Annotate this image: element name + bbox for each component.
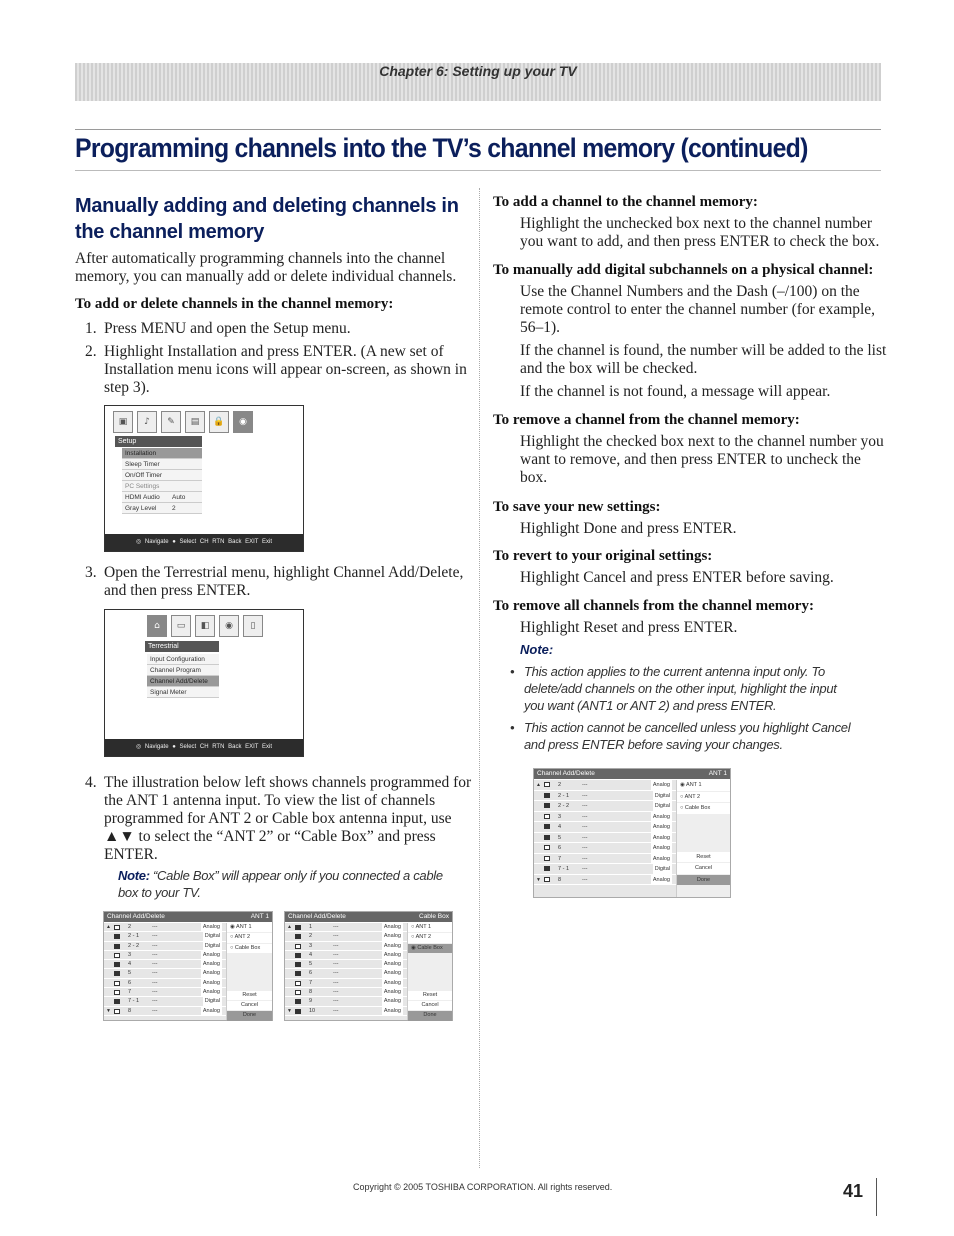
info-icon: ▯ — [243, 615, 263, 637]
channel-checkbox[interactable] — [544, 814, 550, 819]
menu-item: On/Off Timer — [122, 470, 202, 481]
channel-type: Analog — [382, 979, 403, 988]
input-label: ANT 1 — [250, 913, 269, 920]
channel-number: 2 - 2 — [128, 942, 140, 949]
channel-type: Analog — [651, 780, 672, 791]
instruction-heading: To save your new settings: — [493, 499, 661, 515]
channel-name: --- — [152, 942, 158, 949]
table-row[interactable] — [534, 801, 676, 812]
table-row[interactable] — [285, 997, 407, 1006]
table-row[interactable] — [104, 960, 226, 969]
channel-name: --- — [333, 970, 339, 977]
section-heading: Manually adding and deleting channels in the channel memory — [75, 195, 459, 243]
channel-number: 4 — [309, 951, 313, 958]
menu-header: Setup — [115, 436, 202, 447]
input-option[interactable]: ○ Cable Box — [677, 803, 730, 814]
table-row[interactable] — [104, 988, 226, 997]
channel-number: 2 — [128, 924, 132, 930]
channel-type: Digital — [653, 801, 672, 812]
instruction-section — [493, 498, 737, 538]
table-row[interactable] — [534, 791, 676, 802]
scroll-up-icon[interactable]: ▲ — [106, 924, 111, 930]
scroll-down-icon[interactable]: ▼ — [106, 1007, 111, 1014]
note-bullet — [510, 719, 850, 753]
step-text: ENTER. — [104, 846, 158, 863]
reset-button[interactable]: Reset — [408, 991, 452, 1000]
channel-name: --- — [152, 989, 158, 996]
channel-number: 2 — [309, 933, 313, 940]
channel-number: 2 - 2 — [558, 803, 570, 809]
channel-type: Digital — [203, 997, 222, 1006]
channel-name: --- — [333, 961, 339, 968]
channel-type: Analog — [382, 923, 403, 932]
channel-checkbox[interactable] — [295, 971, 301, 976]
done-button[interactable]: Done — [408, 1011, 452, 1020]
scroll-up-icon[interactable]: ▲ — [287, 924, 292, 930]
input-icon: ◧ — [195, 615, 215, 637]
table-header — [104, 912, 272, 922]
step-text: and then press ENTER. — [104, 582, 251, 599]
remote-navbar: ◎ Navigate ● Select CH RTN Back EXIT Exit — [105, 739, 303, 756]
scroll-up-icon[interactable]: ▲ — [536, 782, 541, 788]
channel-name: --- — [152, 998, 158, 1005]
channel-type: Digital — [203, 942, 222, 951]
channel-checkbox[interactable] — [295, 934, 301, 939]
channel-name: --- — [333, 1007, 339, 1014]
menu-item: Gray Level 2 — [122, 503, 202, 514]
channel-type: Analog — [382, 951, 403, 960]
channel-checkbox[interactable] — [544, 835, 550, 840]
table-row[interactable] — [534, 864, 676, 875]
steps-subheading: To add or delete channels in the channel memory: — [75, 296, 394, 312]
instruction-section — [493, 193, 879, 251]
channel-table-cable-box — [284, 911, 453, 1021]
channel-name: --- — [582, 855, 588, 862]
channel-checkbox[interactable] — [295, 990, 301, 995]
channel-number: 8 — [309, 989, 313, 996]
input-label: ANT 1 — [708, 770, 727, 777]
cancel-button[interactable]: Cancel — [227, 1001, 272, 1010]
instruction-text: If the channel is found, the number will be added to the list and the box will be checked. — [520, 342, 887, 377]
channel-name: --- — [333, 933, 339, 940]
menu-item: Channel Add/Delete — [147, 676, 219, 687]
channel-type: Analog — [651, 875, 672, 886]
note-text: This action applies to the current antenna input only. To delete/add channels on the other input, highlight the input you want (ANT1 or ANT 2) and press ENTER. — [524, 664, 837, 713]
table-title: Channel Add/Delete — [537, 770, 595, 777]
input-option[interactable]: ◉ ANT 1 — [227, 923, 272, 932]
input-option[interactable]: ◉ ANT 1 — [677, 780, 730, 791]
channel-checkbox[interactable] — [114, 999, 120, 1004]
channel-name: --- — [582, 834, 588, 841]
channel-checkbox[interactable] — [295, 925, 301, 930]
select-icon: ● — [172, 539, 176, 545]
bullet-icon: • — [510, 720, 515, 735]
channel-table-ant1 — [103, 911, 273, 1021]
step-text: Open the Terrestrial menu, highlight Channel Add/Delete, — [104, 564, 464, 581]
channel-number: 5 — [128, 970, 132, 977]
menu-item: HDMI Audio Auto — [122, 492, 202, 503]
table-row[interactable] — [285, 942, 407, 951]
channel-number: 7 — [558, 855, 562, 862]
lock-icon: 🔒 — [209, 411, 229, 433]
picture-icon: ▣ — [113, 411, 133, 433]
channel-name: --- — [152, 924, 158, 930]
input-option[interactable]: ○ Cable Box — [227, 944, 272, 953]
channel-type: Digital — [653, 791, 672, 802]
table-row[interactable] — [285, 969, 407, 978]
channel-name: --- — [582, 782, 588, 788]
done-button[interactable]: Done — [677, 875, 730, 886]
radio-icon[interactable]: ○ — [680, 793, 684, 800]
table-row[interactable] — [104, 951, 226, 960]
menu-item: Channel Program — [147, 665, 219, 676]
channel-checkbox[interactable] — [544, 866, 550, 871]
channel-checkbox[interactable] — [295, 962, 301, 967]
table-row[interactable] — [285, 923, 407, 932]
channel-number: 2 — [558, 782, 562, 788]
step-note: box to your TV. — [118, 885, 201, 900]
channel-number: 7 — [128, 989, 132, 996]
channel-number: 3 — [309, 942, 313, 949]
instruction-heading: To revert to your original settings: — [493, 548, 713, 564]
column-divider — [479, 188, 480, 1168]
step-number: 4. — [85, 774, 97, 791]
channel-number: 6 — [309, 970, 313, 977]
channel-checkbox[interactable] — [114, 971, 120, 976]
channel-type: Analog — [382, 932, 403, 941]
channel-name: --- — [333, 924, 339, 930]
terrestrial-menu-screenshot — [104, 609, 304, 757]
instruction-text: If the channel is not found, a message will appear. — [520, 383, 831, 400]
channel-number: 3 — [128, 951, 132, 958]
menu-item: Input Configuration — [147, 654, 219, 665]
intro-paragraph: After automatically programming channels into the channel memory, you can manually add or delete individual channels. — [75, 250, 457, 285]
channel-checkbox[interactable] — [114, 934, 120, 939]
radio-icon[interactable]: ○ — [680, 805, 684, 811]
page-title: Programming channels into the TV’s channel memory (continued) — [75, 133, 808, 163]
copyright: Copyright © 2005 TOSHIBA CORPORATION. All rights reserved. — [353, 1182, 613, 1192]
instruction-text: Highlight the checked box next to the channel number you want to remove, and then press ENTER to uncheck the box. — [520, 433, 884, 486]
page-number-rule — [876, 1178, 877, 1216]
instruction-text: Highlight the unchecked box next to the channel number you want to add, and then press ENTER to check the box. — [520, 215, 880, 250]
table-row[interactable] — [534, 875, 676, 886]
channel-type: Digital — [653, 864, 672, 875]
channel-type: Analog — [382, 969, 403, 978]
channel-number: 5 — [309, 961, 313, 968]
table-row[interactable] — [285, 979, 407, 988]
scroll-down-icon[interactable]: ▼ — [536, 876, 541, 883]
panel-spacer — [227, 954, 272, 991]
table-row[interactable] — [285, 988, 407, 997]
menu-item: Signal Meter — [147, 687, 219, 698]
done-button[interactable]: Done — [227, 1011, 272, 1020]
instruction-heading: To remove a channel from the channel memory: — [493, 412, 800, 428]
scroll-down-icon[interactable]: ▼ — [287, 1007, 292, 1014]
input-panel — [226, 923, 272, 1020]
channel-checkbox[interactable] — [544, 793, 550, 798]
cancel-button[interactable]: Cancel — [677, 863, 730, 874]
input-option[interactable]: ○ ANT 1 — [408, 923, 452, 932]
channel-name: --- — [333, 942, 339, 949]
channel-name: --- — [333, 989, 339, 996]
channel-type: Analog — [651, 854, 672, 865]
terrestrial-icon: ⌂ — [147, 615, 167, 637]
table-row[interactable] — [285, 960, 407, 969]
step-text: ▲▼ to select the “ANT 2” or “Cable Box” and press — [104, 828, 436, 845]
channel-type: Analog — [651, 822, 672, 833]
table-title: Channel Add/Delete — [288, 913, 346, 920]
page-number: 41 — [843, 1181, 864, 1201]
channel-checkbox[interactable] — [295, 999, 301, 1004]
channel-checkbox[interactable] — [295, 1009, 301, 1014]
channel-number: 7 - 1 — [128, 998, 140, 1005]
step-text: The illustration below left shows channels programmed for — [104, 774, 472, 791]
input-option[interactable]: ○ ANT 2 — [677, 792, 730, 803]
menu-header: Terrestrial — [145, 641, 219, 652]
instruction-text: Highlight Reset and press ENTER. — [520, 619, 738, 636]
channel-checkbox[interactable] — [114, 925, 120, 930]
channel-checkbox[interactable] — [295, 944, 301, 949]
input-label: Cable Box — [419, 913, 449, 920]
instruction-section — [493, 261, 886, 401]
table-row[interactable] — [534, 843, 676, 854]
channel-type: Analog — [201, 951, 222, 960]
channel-number: 5 — [558, 834, 562, 841]
menu-item: Sleep Timer — [122, 459, 202, 470]
channel-checkbox[interactable] — [114, 944, 120, 949]
input-option[interactable]: ○ ANT 2 — [408, 933, 452, 942]
channel-type: Digital — [203, 932, 222, 941]
cancel-button[interactable]: Cancel — [408, 1001, 452, 1010]
instruction-section — [493, 597, 814, 637]
channel-type: Analog — [201, 1007, 222, 1016]
channel-number: 6 — [128, 979, 132, 986]
channel-name: --- — [582, 845, 588, 851]
channel-name: --- — [152, 961, 158, 968]
channel-name: --- — [152, 933, 158, 940]
channel-type: Analog — [201, 969, 222, 978]
channel-type: Analog — [651, 812, 672, 823]
channel-checkbox[interactable] — [114, 953, 120, 958]
table-row[interactable] — [285, 1007, 407, 1016]
channel-name: --- — [582, 792, 588, 799]
table-row[interactable] — [104, 923, 226, 932]
channel-number: 7 — [309, 979, 313, 986]
channel-number: 1 — [309, 924, 313, 930]
table-row[interactable] — [534, 854, 676, 865]
applications-icon: ◉ — [233, 411, 253, 433]
channel-number: 4 — [128, 961, 132, 968]
channel-checkbox[interactable] — [114, 990, 120, 995]
instruction-section — [493, 411, 884, 487]
step-note: Note: “Cable Box” will appear only if you connected a cable — [118, 868, 443, 883]
channel-type: Analog — [651, 843, 672, 854]
channel-number: 8 — [128, 1007, 132, 1014]
table-row[interactable] — [104, 997, 226, 1006]
table-header — [534, 769, 730, 779]
table-row[interactable] — [285, 951, 407, 960]
table-row[interactable] — [534, 833, 676, 844]
step-text: programmed for ANT 2 or Cable box antenna input, use — [104, 810, 452, 827]
channel-checkbox[interactable] — [544, 856, 550, 861]
radio-icon[interactable]: ◉ — [411, 944, 416, 951]
instruction-heading: To manually add digital subchannels on a physical channel: — [493, 262, 874, 278]
channel-checkbox[interactable] — [114, 981, 120, 986]
title-bottom-rule — [75, 170, 881, 171]
table-header — [285, 912, 452, 922]
channel-type: Analog — [382, 997, 403, 1006]
reset-button[interactable]: Reset — [677, 852, 730, 863]
setup-menu-screenshot — [104, 405, 304, 552]
channel-type: Analog — [201, 979, 222, 988]
channel-name: --- — [333, 979, 339, 986]
channel-name: --- — [582, 803, 588, 809]
input-option[interactable]: ○ ANT 2 — [227, 933, 272, 942]
menu-icon-row — [113, 411, 253, 433]
channel-type: Analog — [201, 960, 222, 969]
table-row[interactable] — [285, 932, 407, 941]
chapter-banner: Chapter 6: Setting up your TV — [75, 63, 881, 101]
menu-item: PC Settings — [122, 481, 202, 492]
instruction-heading: To remove all channels from the channel memory: — [493, 598, 814, 614]
channel-checkbox[interactable] — [544, 803, 550, 808]
channel-name: --- — [152, 1007, 158, 1014]
reset-button[interactable]: Reset — [227, 991, 272, 1000]
step-text: the ANT 1 antenna input. To view the list of channels — [104, 792, 436, 809]
audio-icon: ♪ — [137, 411, 157, 433]
channel-number: 8 — [558, 876, 562, 883]
instruction-text: Highlight Cancel and press ENTER before saving. — [520, 569, 834, 586]
table-row[interactable] — [104, 932, 226, 941]
channel-checkbox[interactable] — [544, 845, 550, 850]
table-row[interactable] — [534, 780, 676, 791]
table-row[interactable] — [534, 812, 676, 823]
installation-icon-row — [147, 615, 263, 637]
channel-number: 4 — [558, 824, 562, 830]
table-row[interactable] — [104, 969, 226, 978]
panel-spacer — [677, 815, 730, 852]
channel-table-ant1-large — [533, 768, 731, 898]
panel-spacer — [408, 954, 452, 991]
input-panel — [407, 923, 452, 1020]
input-option[interactable]: ◉ Cable Box — [408, 944, 452, 953]
channel-number: 10 — [309, 1007, 316, 1014]
step-text: step 3). — [104, 379, 150, 396]
table-row[interactable] — [104, 942, 226, 951]
channel-name: --- — [152, 951, 158, 958]
radio-icon[interactable]: ◉ — [230, 924, 235, 930]
channel-name: --- — [582, 866, 588, 872]
channel-number: 2 - 1 — [558, 792, 570, 799]
channel-name: --- — [582, 876, 588, 883]
preference-icon: ✎ — [161, 411, 181, 433]
channel-type: Analog — [382, 942, 403, 951]
channel-checkbox[interactable] — [295, 953, 301, 958]
step-number: 1. — [85, 320, 97, 337]
channel-number: 6 — [558, 845, 562, 851]
step-number: 2. — [85, 343, 97, 360]
channel-name: --- — [333, 951, 339, 958]
channel-number: 7 - 1 — [558, 866, 570, 872]
radio-icon[interactable]: ○ — [411, 934, 415, 941]
step-text: Press MENU and open the Setup menu. — [104, 320, 351, 337]
select-icon: ● — [172, 744, 176, 750]
note-bullet — [510, 663, 850, 714]
channel-type: Analog — [382, 1007, 403, 1016]
step-number: 3. — [85, 564, 97, 581]
table-row[interactable] — [534, 822, 676, 833]
note-text: This action cannot be cancelled unless you highlight Cancel and press ENTER before saving your changes. — [524, 720, 851, 752]
channel-checkbox[interactable] — [295, 981, 301, 986]
bullet-icon: • — [510, 664, 515, 679]
table-row[interactable] — [104, 979, 226, 988]
step-text: Installation menu icons will appear on-screen, as shown in — [104, 361, 467, 378]
note-bullets — [510, 663, 850, 758]
remote-navbar: ◎ Navigate ● Select CH RTN Back EXIT Exit — [105, 534, 303, 551]
channel-name: --- — [582, 824, 588, 830]
right-note-label: Note: — [520, 642, 554, 657]
channel-number: 2 - 1 — [128, 933, 140, 940]
channel-number: 9 — [309, 998, 313, 1005]
instruction-heading: To add a channel to the channel memory: — [493, 194, 758, 210]
navigate-icon: ◎ — [135, 744, 142, 750]
instruction-text: Highlight Done and press ENTER. — [520, 520, 737, 537]
channel-name: --- — [152, 979, 158, 986]
channel-checkbox[interactable] — [544, 824, 550, 829]
step-text: Highlight Installation and press ENTER. (A new set of — [104, 343, 444, 360]
tv-guide-icon: ▭ — [171, 615, 191, 637]
channel-checkbox[interactable] — [544, 877, 550, 882]
instruction-text: Use the Channel Numbers and the Dash (–/100) on the remote control to enter the channel number (for example, 56–1). — [520, 283, 876, 336]
setup-icon: ▤ — [185, 411, 205, 433]
channel-type: Analog — [382, 988, 403, 997]
menu-item: Installation — [122, 448, 202, 459]
channel-name: --- — [152, 970, 158, 977]
radio-icon[interactable]: ○ — [411, 924, 415, 930]
radio-icon[interactable]: ◉ — [680, 782, 685, 788]
channel-type: Analog — [201, 988, 222, 997]
channel-checkbox[interactable] — [114, 1009, 120, 1014]
channel-checkbox[interactable] — [114, 962, 120, 967]
input-panel — [676, 780, 730, 897]
system-icon: ◉ — [219, 615, 239, 637]
title-top-rule — [75, 129, 881, 130]
channel-type: Analog — [201, 923, 222, 932]
radio-icon[interactable]: ○ — [230, 934, 234, 941]
instruction-section — [493, 547, 834, 587]
channel-number: 3 — [558, 813, 562, 820]
radio-icon[interactable]: ○ — [230, 944, 234, 951]
table-title: Channel Add/Delete — [107, 913, 165, 920]
channel-name: --- — [582, 813, 588, 820]
channel-checkbox[interactable] — [544, 782, 550, 787]
channel-type: Analog — [382, 960, 403, 969]
channel-type: Analog — [651, 833, 672, 844]
table-row[interactable] — [104, 1007, 226, 1016]
navigate-icon: ◎ — [135, 539, 142, 545]
channel-name: --- — [333, 998, 339, 1005]
